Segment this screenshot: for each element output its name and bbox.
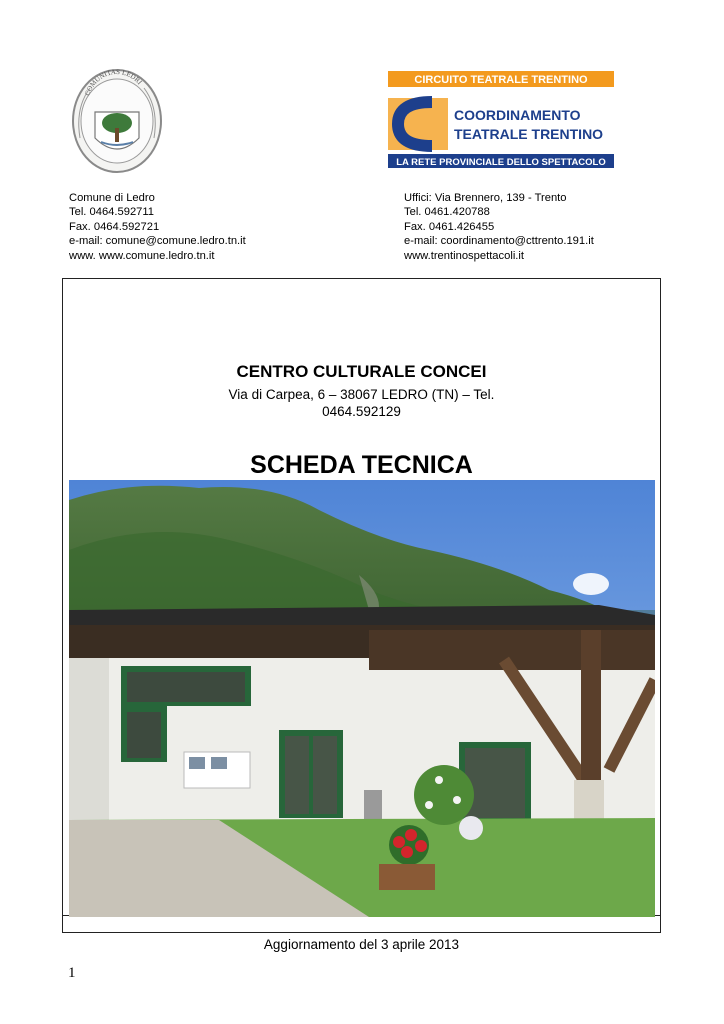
contact-right-fax: Fax. 0461.426455	[404, 220, 495, 233]
contact-right-email: e-mail: coordinamento@cttrento.191.it	[404, 235, 594, 248]
contact-left-name: Comune di Ledro	[69, 192, 155, 204]
venue-address-line1: Via di Carpea, 6 – 38067 LEDRO (TN) – Tel.	[228, 387, 495, 402]
coordinamento-teatrale-trentino-logo	[386, 62, 616, 174]
logo-bottom-banner-text: LA RETE PROVINCIALE DELLO SPETTACOLO	[396, 157, 606, 168]
document-title: SCHEDA TECNICA	[250, 451, 473, 479]
contact-right-tel: Tel. 0461.420788	[404, 206, 490, 219]
contact-right-www: www.trentinospettacoli.it	[404, 249, 525, 262]
logo-top-banner-text: CIRCUITO TEATRALE TRENTINO	[414, 74, 588, 86]
page-number: 1	[68, 965, 76, 981]
coordinamento-contact	[404, 191, 594, 263]
building-photo	[69, 480, 655, 917]
venue-address-line2: 0464.592129	[322, 404, 401, 419]
venue-address	[62, 386, 661, 420]
update-note: Aggiornamento del 3 aprile 2013	[263, 937, 460, 952]
contact-left-www: www. www.comune.ledro.tn.it	[69, 249, 215, 262]
logo-name-line2: TEATRALE TRENTINO	[454, 126, 604, 142]
comune-ledro-crest-logo	[70, 68, 164, 174]
venue-name: CENTRO CULTURALE CONCEI	[236, 362, 487, 381]
crest-arc-text: COMUNITAS LEDRI	[83, 68, 144, 97]
contact-left-fax: Fax. 0464.592721	[69, 220, 160, 233]
contact-left-email: e-mail: comune@comune.ledro.tn.it	[69, 235, 246, 248]
contact-left-tel: Tel. 0464.592711	[69, 206, 155, 219]
contact-right-office: Uffici: Via Brennero, 139 - Trento	[404, 192, 567, 204]
comune-ledro-contact	[69, 191, 246, 263]
logo-name-line1: COORDINAMENTO	[454, 107, 581, 123]
